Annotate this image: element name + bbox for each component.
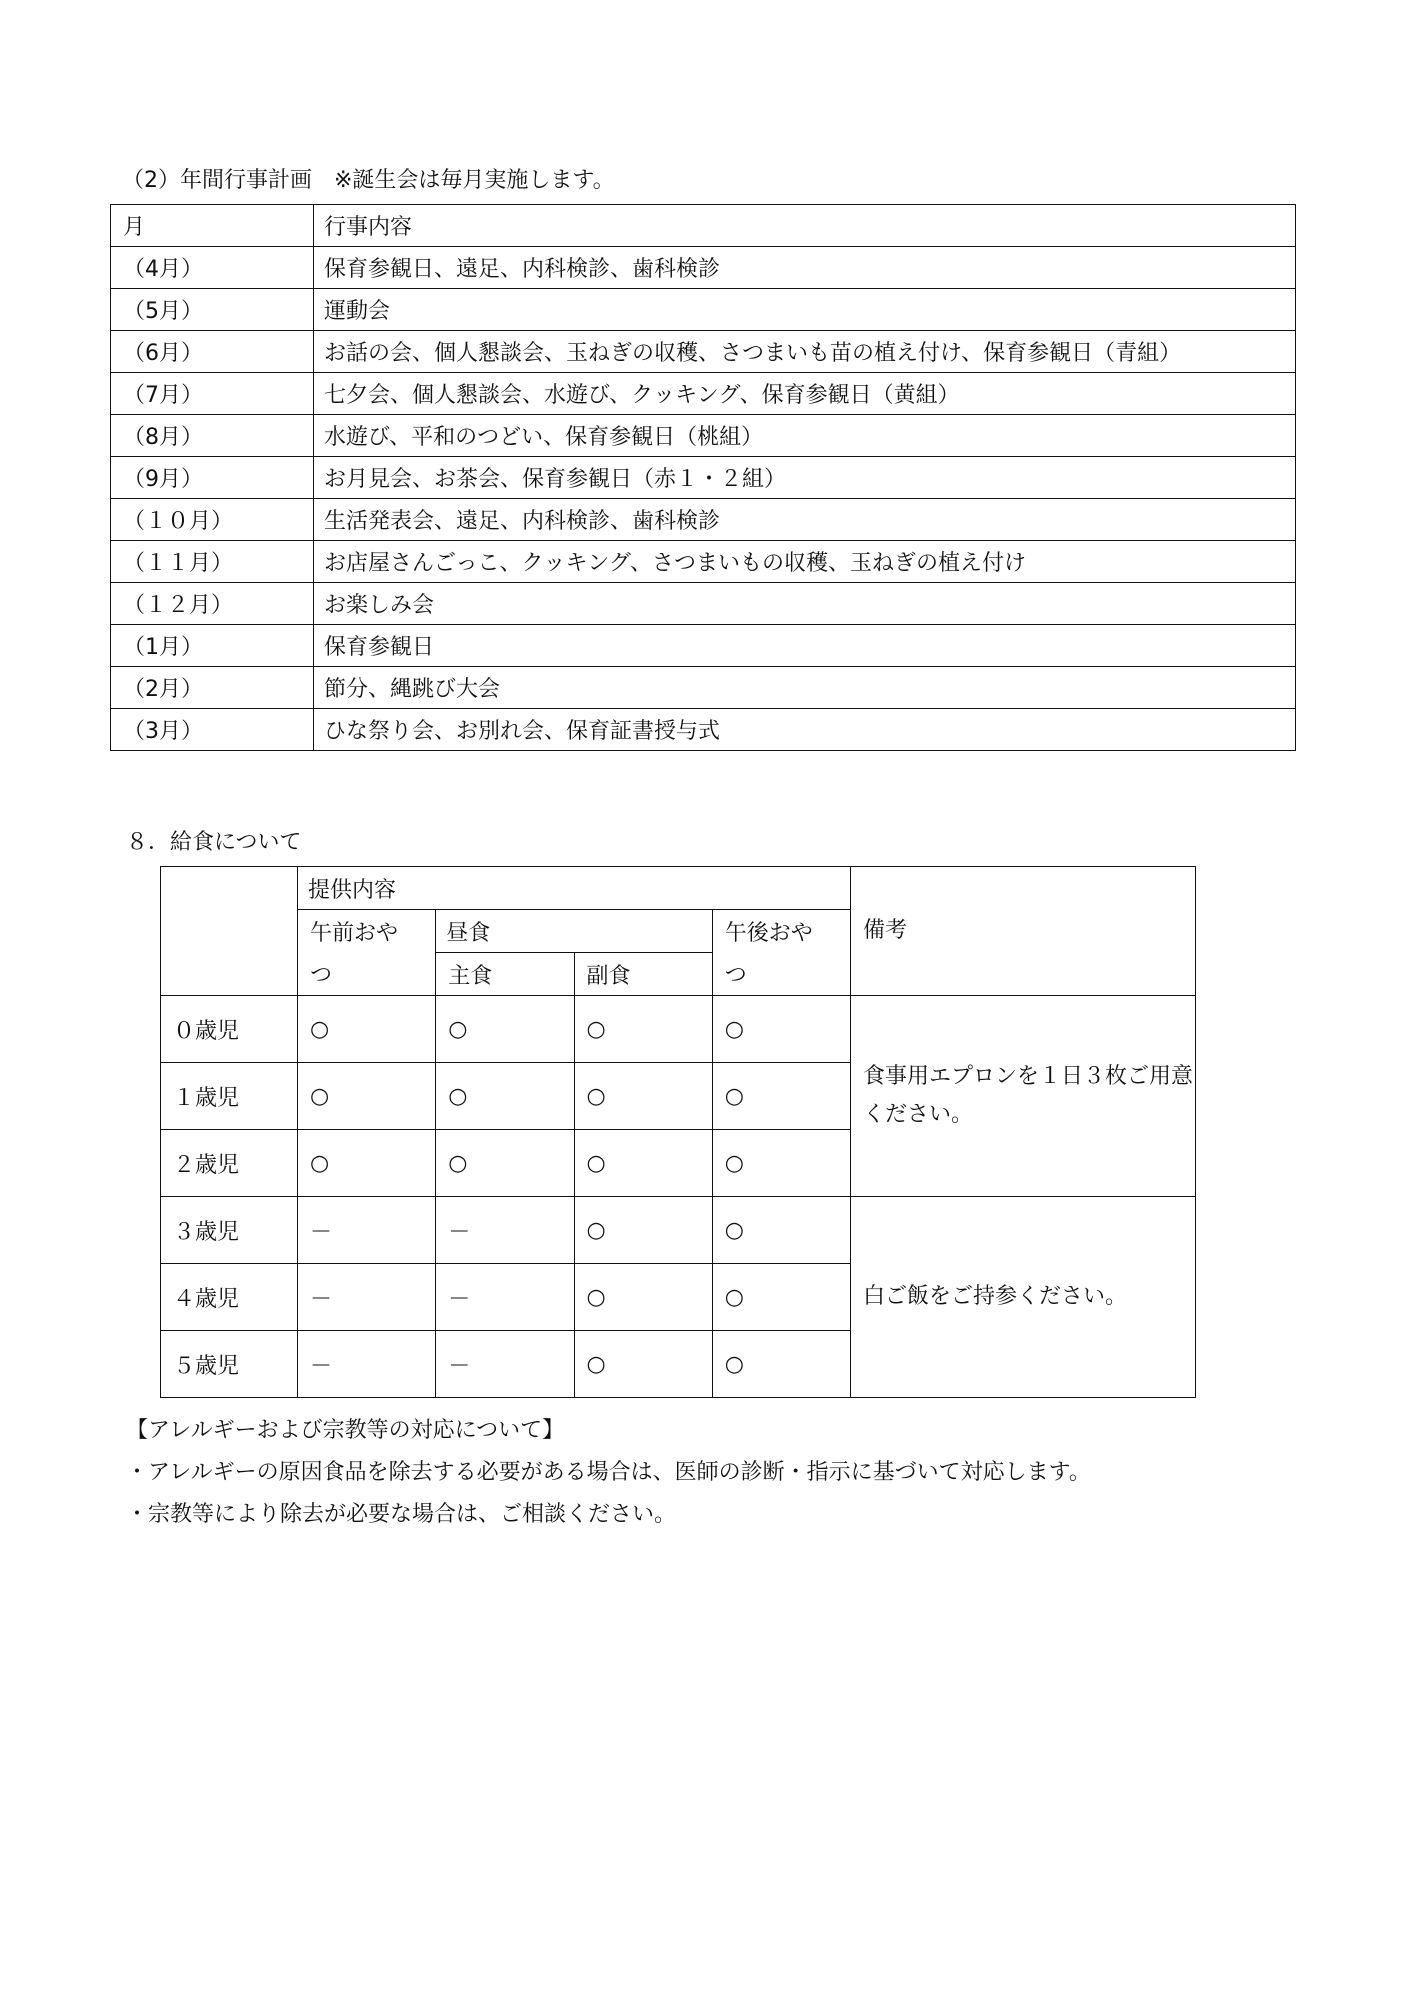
table-row [111,667,1296,709]
age-header-blank [161,867,298,996]
lunch-heading: ８．給食について [126,830,302,855]
content-cell: お話の会、個人懇談会、玉ねぎの収穫、さつまいも苗の植え付け、保育参観日（青組） [314,331,1296,373]
content-cell: ひな祭り会、お別れ会、保育証書授与式 [314,709,1296,751]
provided-header: 提供内容 [298,867,851,910]
am-snack-header: 午前おや [298,910,436,953]
age-cell: ４歳児 [161,1264,298,1331]
table-row [111,583,1296,625]
month-cell: （１０月） [111,499,314,541]
month-cell: （3月） [111,709,314,751]
content-cell: お楽しみ会 [314,583,1296,625]
events-header-row [111,205,1296,247]
table-row [161,1197,1196,1264]
content-header: 行事内容 [314,205,1296,247]
staple-cell: ○ [436,996,574,1063]
age-cell: ２歳児 [161,1130,298,1197]
table-row [111,709,1296,751]
am-snack-cell: ○ [298,1130,436,1197]
lunch-meal-header: 昼食 [436,910,713,953]
table-row [111,247,1296,289]
age-cell: ３歳児 [161,1197,298,1264]
am-snack-header-cont: つ [298,953,436,996]
content-cell: お月見会、お茶会、保育参観日（赤１・２組） [314,457,1296,499]
side-cell: ○ [574,1063,712,1130]
month-cell: （5月） [111,289,314,331]
pm-snack-cell: ○ [712,1264,850,1331]
remarks-header: 備考 [851,867,1196,996]
age-cell: １歳児 [161,1063,298,1130]
month-cell: （4月） [111,247,314,289]
table-row [111,499,1296,541]
am-snack-cell: － [298,1197,436,1264]
content-cell: 生活発表会、遠足、内科検診、歯科検診 [314,499,1296,541]
month-cell: （9月） [111,457,314,499]
am-snack-cell: ○ [298,1063,436,1130]
month-cell: （7月） [111,373,314,415]
allergy-note-item: ・宗教等により除去が必要な場合は、ご相談ください。 [126,1502,677,1527]
month-header: 月 [111,205,314,247]
am-snack-cell: － [298,1331,436,1398]
age-cell: ０歳児 [161,996,298,1063]
allergy-note-item: ・アレルギーの原因食品を除去する必要がある場合は、医師の診断・指示に基づいて対応します。 [126,1460,1091,1485]
side-cell: ○ [574,1130,712,1197]
content-cell: 保育参観日 [314,625,1296,667]
staple-cell: － [436,1331,574,1398]
annual-events-table [110,204,1296,751]
table-row [111,457,1296,499]
side-cell: ○ [574,1331,712,1398]
pm-snack-header-cont: つ [712,953,850,996]
staple-cell: ○ [436,1130,574,1197]
pm-snack-header: 午後おや [712,910,850,953]
allergy-notes [126,1410,1091,1536]
staple-cell: － [436,1197,574,1264]
table-row [111,415,1296,457]
content-cell: 七夕会、個人懇談会、水遊び、クッキング、保育参観日（黄組） [314,373,1296,415]
month-cell: （1月） [111,625,314,667]
content-cell: お店屋さんごっこ、クッキング、さつまいもの収穫、玉ねぎの植え付け [314,541,1296,583]
lunch-header-row [161,867,1196,910]
pm-snack-cell: ○ [712,1063,850,1130]
events-heading: （2）年間行事計画 ※誕生会は毎月実施します。 [122,168,615,193]
side-cell: ○ [574,1197,712,1264]
pm-snack-cell: ○ [712,996,850,1063]
month-cell: （１２月） [111,583,314,625]
content-cell: 節分、縄跳び大会 [314,667,1296,709]
am-snack-cell: ○ [298,996,436,1063]
staple-header: 主食 [436,953,574,996]
allergy-notes-title: 【アレルギーおよび宗教等の対応について】 [126,1418,565,1443]
side-cell: ○ [574,996,712,1063]
content-cell: 運動会 [314,289,1296,331]
remark-cell: 白ご飯をご持参ください。 [851,1197,1196,1398]
content-cell: 保育参観日、遠足、内科検診、歯科検診 [314,247,1296,289]
pm-snack-cell: ○ [712,1331,850,1398]
month-cell: （１１月） [111,541,314,583]
lunch-table [160,866,1196,1398]
content-cell: 水遊び、平和のつどい、保育参観日（桃組） [314,415,1296,457]
table-row [111,373,1296,415]
month-cell: （6月） [111,331,314,373]
table-row [161,996,1196,1063]
side-cell: ○ [574,1264,712,1331]
table-row [111,289,1296,331]
staple-cell: ○ [436,1063,574,1130]
table-row [111,541,1296,583]
remark-cell: 食事用エプロンを１日３枚ご用意ください。 [851,996,1196,1197]
staple-cell: － [436,1264,574,1331]
pm-snack-cell: ○ [712,1197,850,1264]
side-header: 副食 [574,953,712,996]
table-row [111,331,1296,373]
pm-snack-cell: ○ [712,1130,850,1197]
month-cell: （2月） [111,667,314,709]
am-snack-cell: － [298,1264,436,1331]
month-cell: （8月） [111,415,314,457]
age-cell: ５歳児 [161,1331,298,1398]
table-row [111,625,1296,667]
